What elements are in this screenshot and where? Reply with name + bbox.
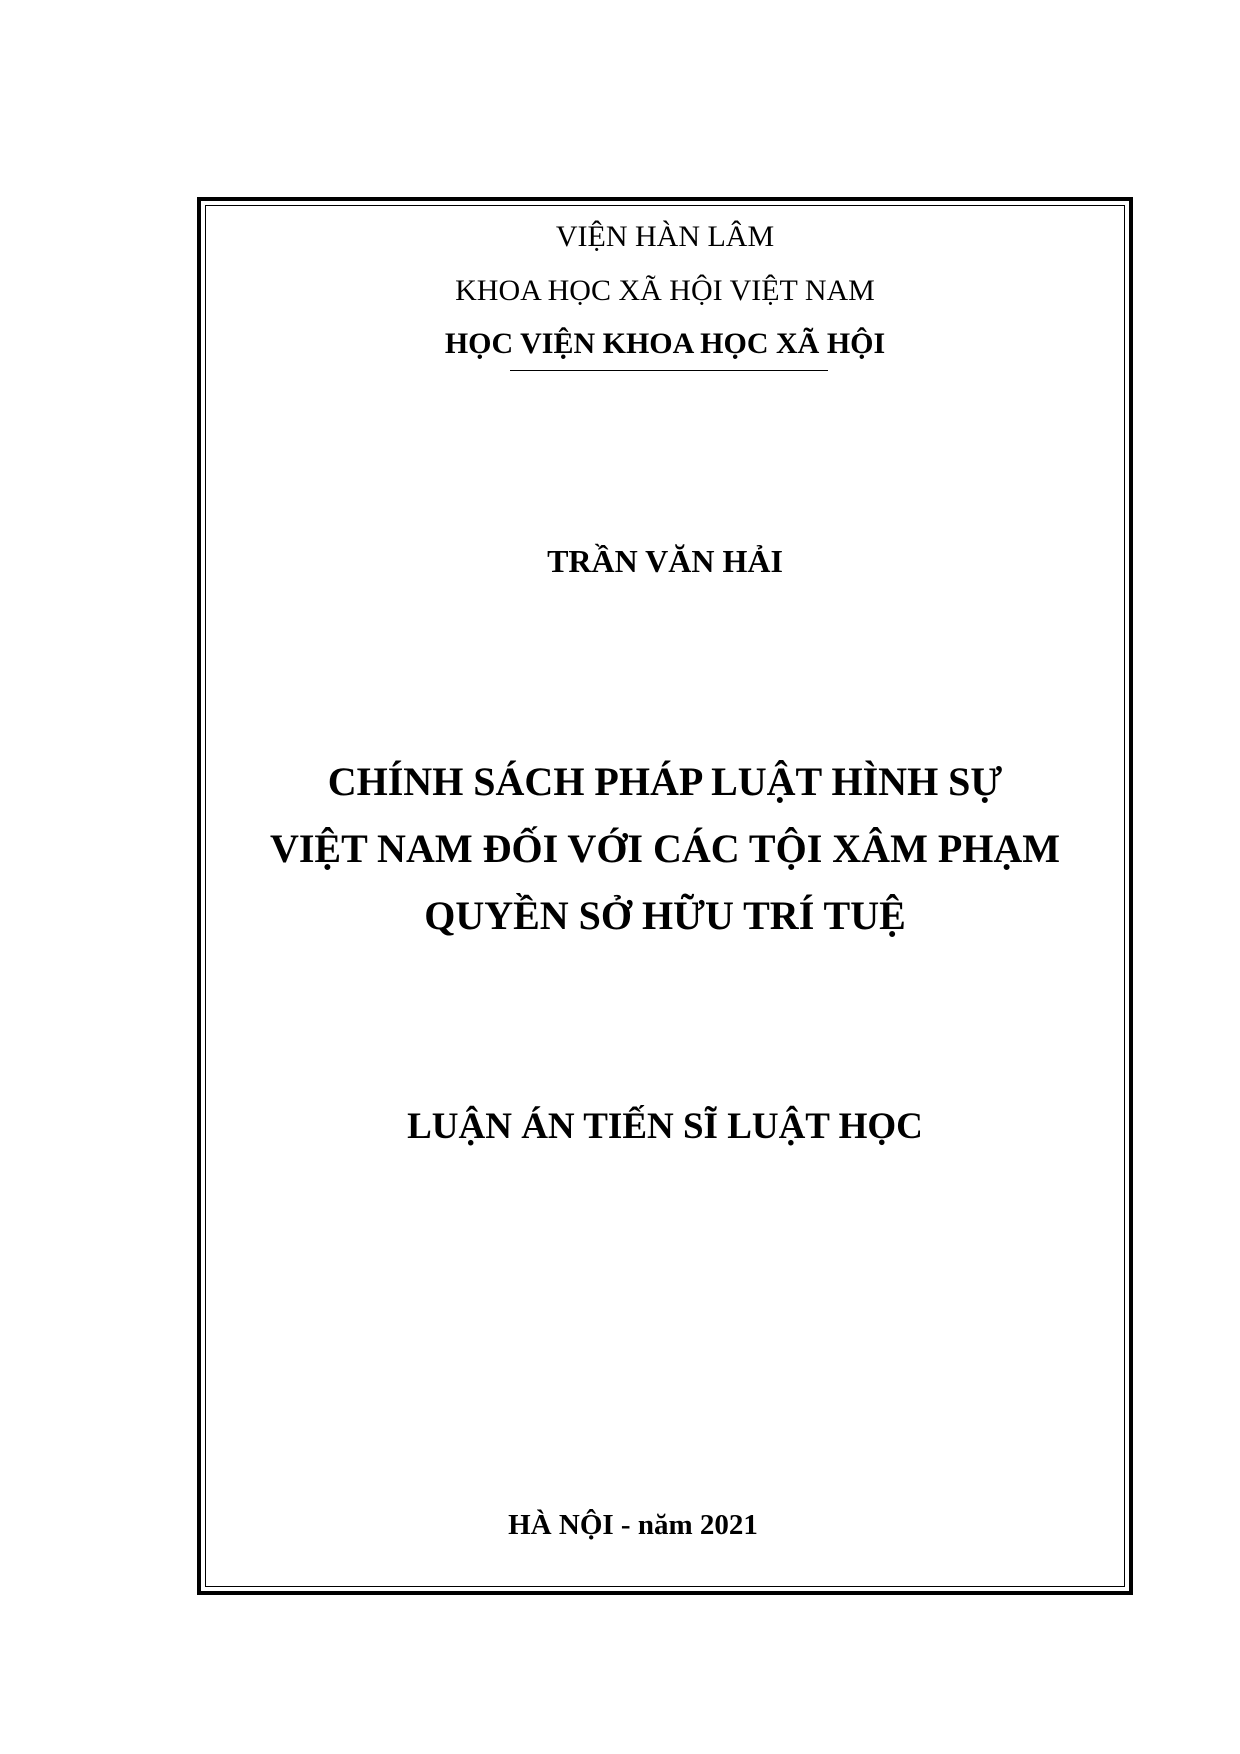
institution-line-1: VIỆN HÀN LÂM (555, 220, 775, 253)
institution-line-3: HỌC VIỆN KHOA HỌC XÃ HỘI (444, 327, 886, 360)
institution-underline (510, 370, 828, 371)
place-and-year: HÀ NỘI - năm 2021 (508, 1509, 758, 1541)
thesis-title-line-3: QUYỀN SỞ HỮU TRÍ TUỆ (424, 893, 906, 938)
institution-line-2: KHOA HỌC XÃ HỘI VIỆT NAM (455, 274, 875, 307)
thesis-title-line-2: VIỆT NAM ĐỐI VỚI CÁC TỘI XÂM PHẠM (269, 826, 1061, 871)
thesis-title-line-1: CHÍNH SÁCH PHÁP LUẬT HÌNH SỰ (327, 759, 1003, 804)
degree-type: LUẬN ÁN TIẾN SĨ LUẬT HỌC (407, 1106, 923, 1147)
author-name: TRẦN VĂN HẢI (547, 543, 783, 579)
